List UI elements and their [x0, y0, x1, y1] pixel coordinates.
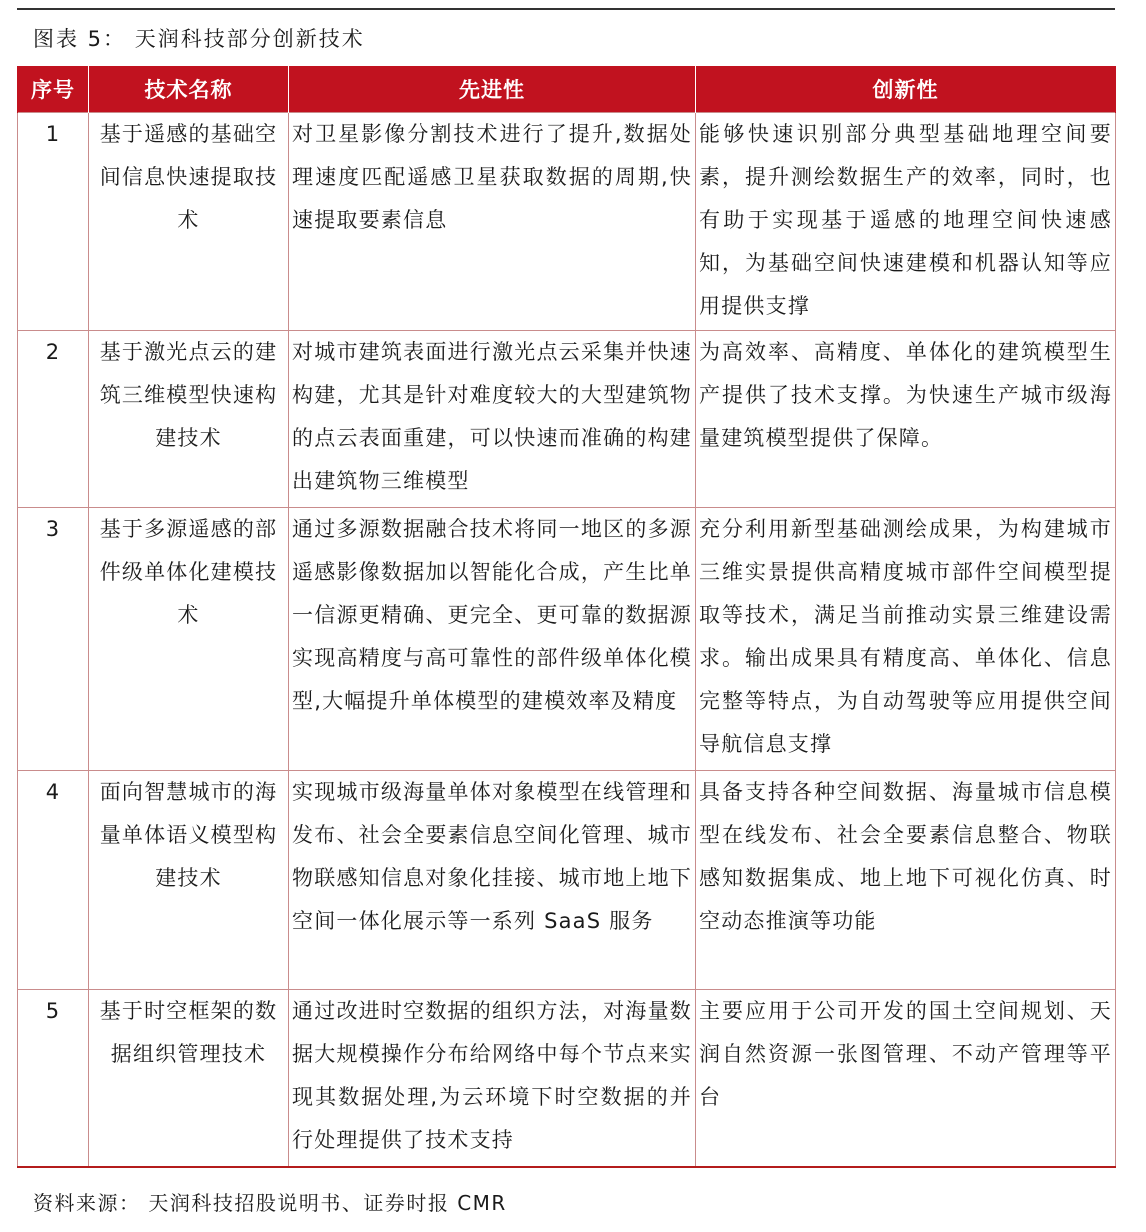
row-advanced: 通过改进时空数据的组织方法，对海量数据大规模操作分布给网络中每个节点来实现其数据处理,为云环境下时空数据的并行处理提供了技术支持 — [289, 990, 696, 1167]
table-row — [18, 508, 1116, 771]
row-tech-name: 基于时空框架的数据组织管理技术 — [89, 990, 289, 1167]
row-tech-name: 基于多源遥感的部件级单体化建模技术 — [89, 508, 289, 771]
table-row — [18, 771, 1116, 990]
row-tech-name: 基于遥感的基础空间信息快速提取技术 — [89, 113, 289, 331]
table-row — [18, 990, 1116, 1167]
row-advanced: 对城市建筑表面进行激光点云采集并快速构建，尤其是针对难度较大的大型建筑物的点云表面重建，可以快速而准确的构建出建筑物三维模型 — [289, 331, 696, 508]
table-header-row — [18, 66, 1116, 113]
row-index: 1 — [18, 113, 89, 331]
row-advanced: 通过多源数据融合技术将同一地区的多源遥感影像数据加以智能化合成，产生比单一信源更精确、更完全、更可靠的数据源实现高精度与高可靠性的部件级单体化模型,大幅提升单体模型的建模效率及精度 — [289, 508, 696, 771]
row-index: 4 — [18, 771, 89, 990]
row-index: 3 — [18, 508, 89, 771]
header-name: 技术名称 — [89, 66, 289, 113]
header-advanced: 先进性 — [289, 66, 696, 113]
row-innovation: 主要应用于公司开发的国土空间规划、天润自然资源一张图管理、不动产管理等平台 — [696, 990, 1116, 1167]
figure-caption: 图表 5： 天润科技部分创新技术 — [33, 27, 365, 51]
row-innovation: 充分利用新型基础测绘成果，为构建城市三维实景提供高精度城市部件空间模型提取等技术，满足当前推动实景三维建设需求。输出成果具有精度高、单体化、信息完整等特点，为自动驾驶等应用提供空间导航信息支撑 — [696, 508, 1116, 771]
row-innovation: 具备支持各种空间数据、海量城市信息模 型在线发布、社会全要素信息整合、物联感知数据集成、地上地下可视化仿真、时空动态推演等功能 — [696, 771, 1116, 990]
row-advanced: 实现城市级海量单体对象模型在线管理和发布、社会全要素信息空间化管理、城市物联感知信息对象化挂接、城市地上地下空间一体化展示等一系列 SaaS 服务 — [289, 771, 696, 990]
source-note: 资料来源： 天润科技招股说明书、证券时报 CMR — [33, 1191, 507, 1215]
row-innovation: 为高效率、高精度、单体化的建筑模型生产提供了技术支撑。为快速生产城市级海量建筑模型提供了保障。 — [696, 331, 1116, 508]
row-index: 2 — [18, 331, 89, 508]
row-tech-name: 基于激光点云的建筑三维模型快速构建技术 — [89, 331, 289, 508]
table-row — [18, 331, 1116, 508]
row-index: 5 — [18, 990, 89, 1167]
header-index: 序号 — [18, 66, 89, 113]
row-advanced: 对卫星影像分割技术进行了提升,数据处理速度匹配遥感卫星获取数据的周期,快速提取要素信息 — [289, 113, 696, 331]
row-innovation: 能够快速识别部分典型基础地理空间要素，提升测绘数据生产的效率，同时，也有助于实现基于遥感的地理空间快速感知，为基础空间快速建模和机器认知等应用提供支撑 — [696, 113, 1116, 331]
innovation-table — [17, 66, 1116, 1168]
table-row — [18, 113, 1116, 331]
row-tech-name: 面向智慧城市的海量单体语义模型构建技术 — [89, 771, 289, 990]
header-innovation: 创新性 — [696, 66, 1116, 113]
top-rule — [17, 8, 1115, 10]
